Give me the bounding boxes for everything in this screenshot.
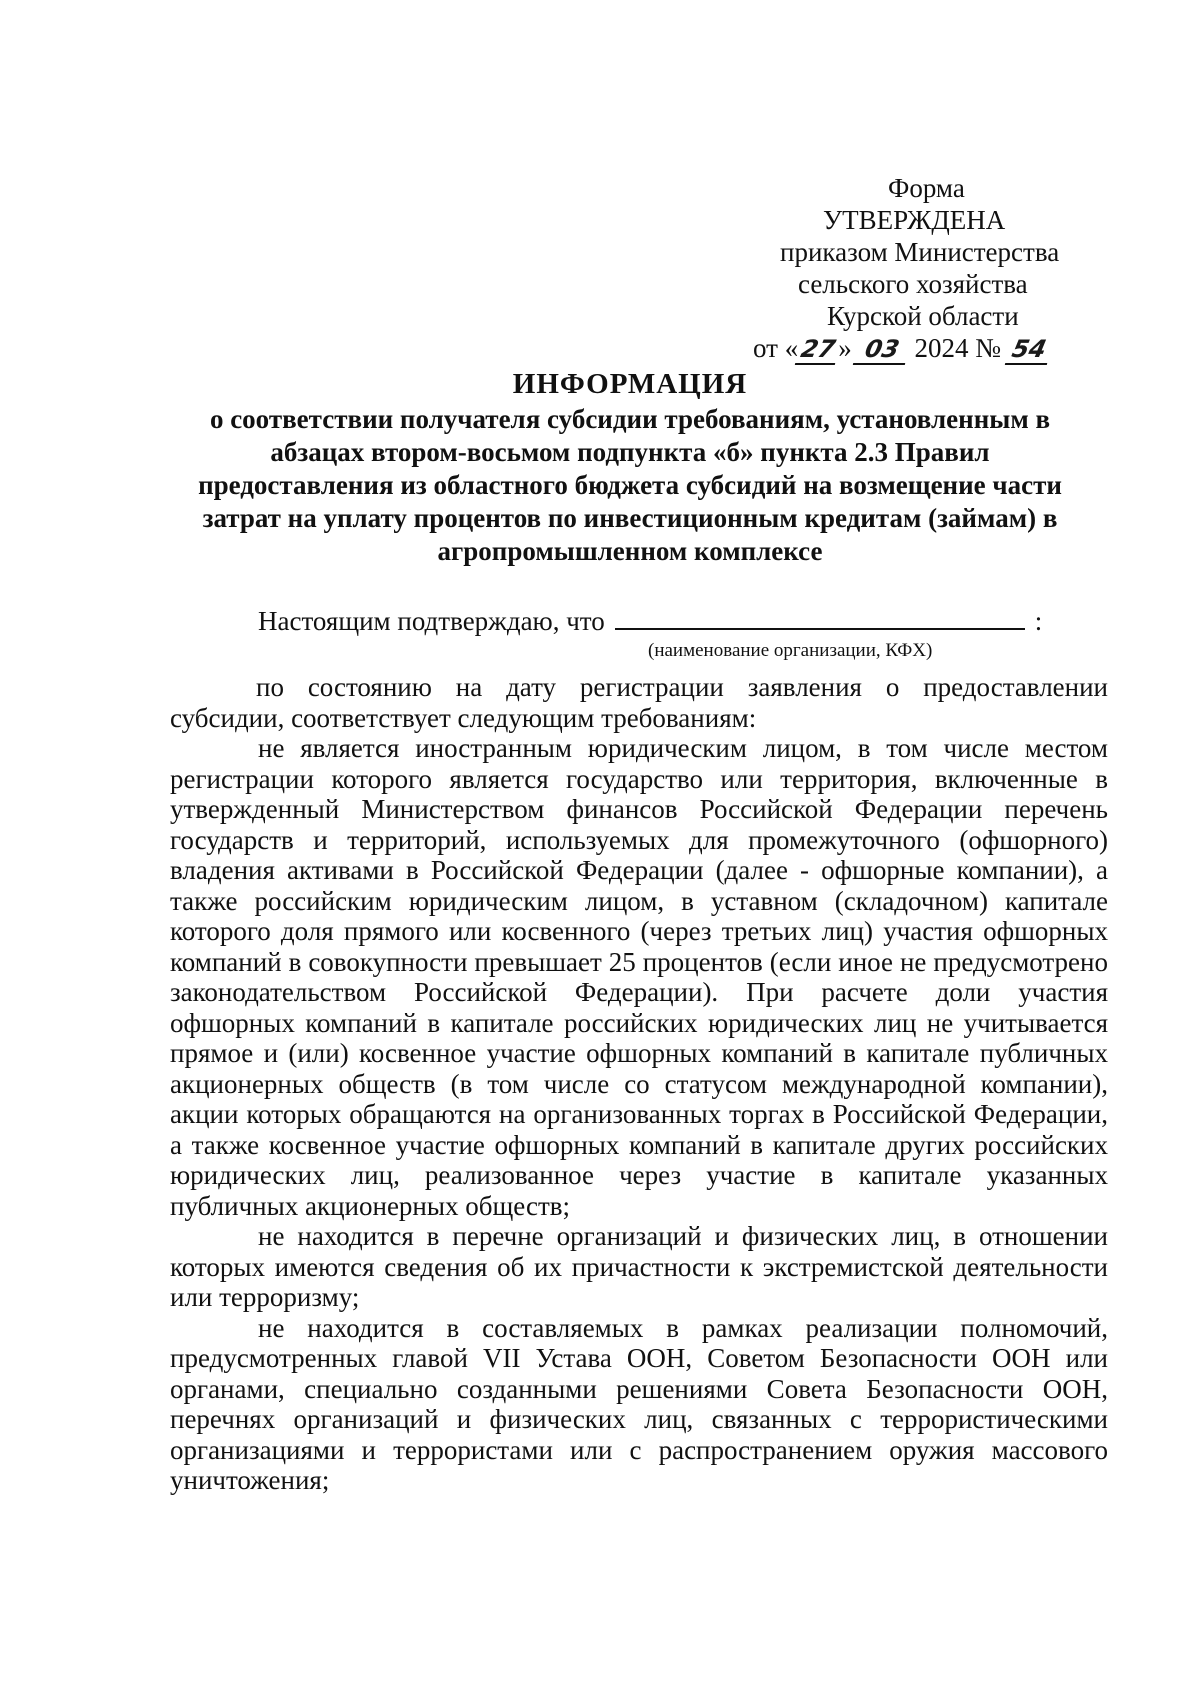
title-line: предоставления из областного бюджета субсидий на возмещение части [198,470,1062,500]
handwritten-day: 27 [795,335,841,365]
date-prefix: от « [753,333,799,363]
body-paragraph: не находится в составляемых в рамках реализации полномочий, предусмотренных главой VII Устава ООН, Советом Безопасности ООН или органами, специально созданными решениями Совета Безопасности ООН, перечнях организаций и физических лиц, связанных с террористическими организациями и террористами или с распространением оружия массового уничтожения; [170,1312,1108,1495]
title-main: ИНФОРМАЦИЯ [512,368,748,400]
body-paragraph: не находится в перечне организаций и физических лиц, в отношении которых имеются сведения об их причастности к экстремистской деятельности или терроризму; [170,1221,1108,1312]
document-body [170,672,1108,1496]
organization-name-blank[interactable] [615,602,1025,630]
region-label: Курской области [827,301,1019,331]
body-paragraph: по состоянию на дату регистрации заявления о предоставлении субсидии, соответствует следующим требованиям: [170,672,1108,733]
handwritten-month: 03 [853,335,911,365]
form-label: Форма [888,173,965,203]
title-line: затрат на уплату процентов по инвестиционным кредитам (займам) в [202,503,1058,533]
approval-stamp-block [753,172,1100,365]
confirmation-text: Настоящим подтверждаю, что [258,606,605,636]
date-mid: » [838,333,852,363]
body-paragraph: не является иностранным юридическим лицом, в том числе местом регистрации которого является государство или территория, включенные в утвержденный Министерством финансов Российской Федерации перечень государств и территорий, используемых для промежуточного (офшорного) владения активами в Российской Федерации (далее - офшорные компании), а также российским юридическим лицом, в уставном (складочном) капитале которого доля прямого или косвенного (через третьих лиц) участия офшорных компаний в совокупности превышает 25 процентов (если иное не предусмотрено законодательством Российской Федерации). При расчете доли участия офшорных компаний в капитале российских юридических лиц не учитывается прямое и (или) косвенное участие офшорных компаний в капитале публичных акционерных обществ (в том числе со статусом международной компании), акции которых обращаются на организованных торгах в Российской Федерации, а также косвенное участие офшорных компаний в капитале других российских юридических лиц, реализованное через участие в капитале указанных публичных акционерных обществ; [170,733,1108,1221]
confirmation-colon: : [1034,606,1043,636]
document-title [160,368,1100,568]
title-line: абзацах втором-восьмом подпункта «б» пункта 2.3 Правил [270,437,990,467]
approved-label: УТВЕРЖДЕНА [823,205,1006,235]
title-line: о соответствии получателя субсидии требованиям, установленным в [209,404,1051,434]
handwritten-order-number: 54 [1005,335,1053,365]
confirmation-line [258,602,1108,637]
order-date-line [753,332,1100,365]
year-and-number-sign: 2024 № [907,333,1008,363]
order-label: приказом Министерства [780,237,1060,267]
title-line: агропромышленном комплексе [437,536,823,566]
ministry-label: сельского хозяйства [798,269,1028,299]
organization-name-caption: (наименование организации, КФХ) [648,640,933,661]
